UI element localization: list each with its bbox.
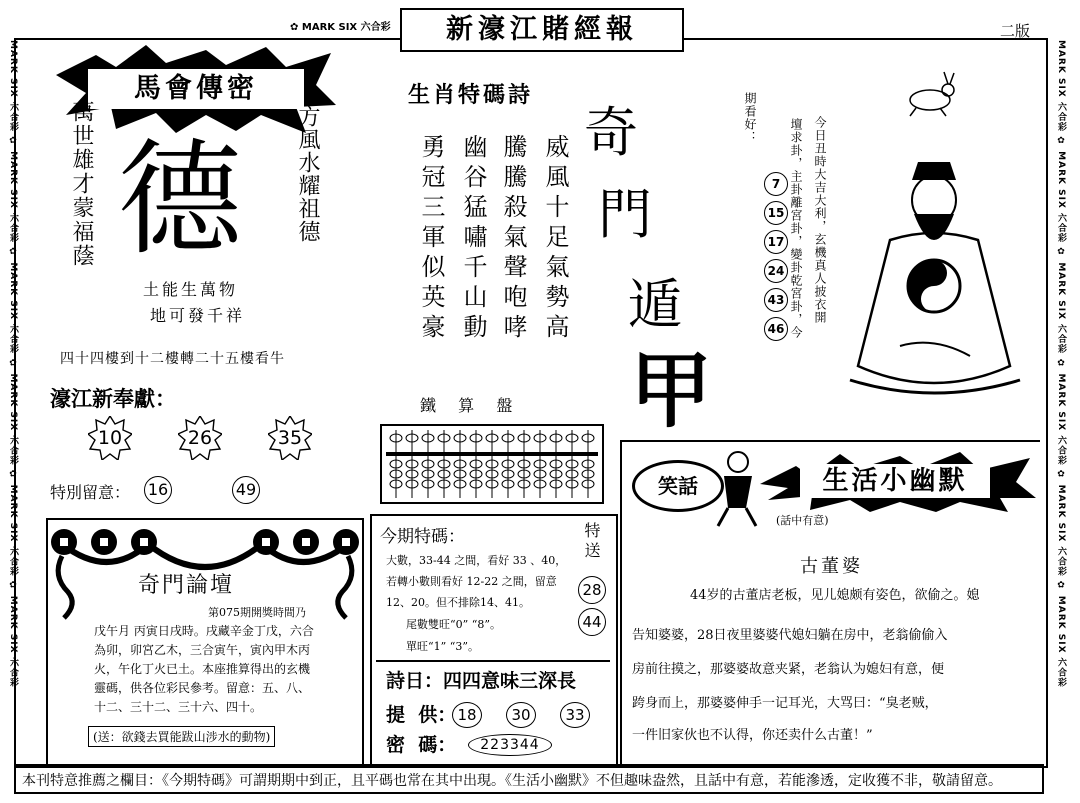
poem-line: 詩日：四四意味三深長: [386, 670, 577, 692]
joke-line: 房前往摸之，那婆婆故意夹紧，老翁认为媳妇有意，便: [632, 662, 945, 677]
left-side-strip: MARK SIX 六合彩 ✿ MARK SIX 六合彩 ✿ MARK SIX 六合彩 ✿ MARK SIX 六合彩 ✿ MARK SIX 六合彩 ✿ MARK SIX 六合彩: [8, 40, 18, 688]
joke-badge: 笑話: [632, 460, 724, 512]
forum-note: (送：欲錢去買能跋山涉水的動物): [88, 726, 275, 747]
provide-label: 提 供：: [386, 704, 457, 726]
special-code-heading: 今期特碼：: [380, 527, 465, 547]
special-code-box: [370, 514, 618, 766]
joke-line: 告知婆婆，28日夜里婆婆代媳妇躺在房中，老翁偷偷入: [632, 628, 948, 643]
special-number: 16: [144, 476, 172, 504]
code-label: 密 碼：: [386, 734, 457, 756]
rabbit-icon: [900, 70, 960, 122]
special-code-body: 大數，33-44 之間，看好 33 、40，若轉小數則看好 12-22 之間，留意12、20。但不排除14、41。: [386, 554, 567, 609]
send-label: 特送: [582, 522, 601, 562]
mahui-verse-1: 土能生萬物: [143, 280, 239, 299]
joke-title: 古董婆: [800, 556, 863, 577]
joke-subtitle: (話中有意): [776, 514, 829, 527]
divination-number: 15: [764, 201, 788, 225]
footer-text: 本刊特意推薦之欄目：《今期特碼》可謂期期中到正，且平碼也常在其中出現。《生活小幽默》不但趣味盎然，且話中有意，若能滲透，定收獲不非，敬請留意。: [22, 773, 1002, 789]
mahui-left-column: 萬世雄才蒙福蔭: [69, 100, 94, 268]
joke-banner-text: 生活小幽默: [800, 464, 990, 498]
abacus-label: 鐵 算 盤: [420, 396, 517, 415]
forum-box: [46, 518, 364, 768]
special-attention-label: 特別留意：: [50, 483, 131, 502]
edition-label: 二版: [1000, 22, 1031, 40]
send-number: 28: [578, 576, 606, 604]
joke-line: 跨身而上，那婆婆伸手一记耳光，大骂曰：“臭老贼，: [632, 696, 938, 711]
offer-number: 10: [88, 416, 132, 460]
send-number: 44: [578, 608, 606, 636]
poem-column: 威風十足氣勢高: [541, 134, 569, 344]
abacus-beads-icon: [382, 426, 602, 502]
divination-number: 17: [764, 230, 788, 254]
provide-number: 30: [506, 702, 536, 728]
macau-offer-heading: 濠江新奉獻：: [50, 387, 176, 411]
qimen-char: 奇: [584, 101, 638, 164]
special-code-tail-1: 尾數雙旺“0” “8”。: [406, 618, 501, 631]
qimen-char: 門: [598, 183, 652, 246]
top-strip: ✿ MARK SIX 六合彩: [290, 22, 391, 33]
code-value: 223344: [468, 734, 552, 756]
divider: [620, 440, 622, 764]
joke-line: 44岁的古董店老板，见儿媳颇有姿色，欲偷之。媳: [690, 588, 980, 603]
forum-body: 戊午月 丙寅日戌時。戌藏辛金丁戊，六合為卯，卯宮乙木，三合寅午，寅內甲木丙火，午化丁火已土。本座推算得出的玄機靈碼，供各位彩民參考。留意：五、八、十二、三十二、三十六、四十。: [94, 624, 314, 714]
provide-number: 33: [560, 702, 590, 728]
qimen-char: 甲: [630, 344, 713, 439]
divination-column: 壇求卦，主卦離宮卦，變卦乾宮卦，今: [789, 118, 803, 339]
footer-bar: [14, 764, 1044, 794]
divider: [620, 440, 1040, 442]
divination-column: 期看好：: [743, 92, 757, 144]
mahui-right-column: 方風水耀祖德: [295, 105, 320, 243]
sage-figure-icon: [830, 156, 1040, 424]
poem-heading: 生肖特碼詩: [408, 83, 534, 108]
poem-column: 勇冠三軍似英豪: [417, 134, 445, 344]
special-number: 49: [232, 476, 260, 504]
divination-number: 46: [764, 317, 788, 341]
masthead-title: 新濠江賭經報: [400, 8, 684, 52]
jester-icon: [706, 448, 766, 532]
offer-number: 35: [268, 416, 312, 460]
joke-line: 一件旧家伙也不认得，你还卖什么古董！”: [632, 728, 873, 743]
mahui-hint: 四十四樓到十二樓轉二十五樓看牛: [60, 351, 285, 367]
forum-period-line: 第075期開獎時間乃: [208, 606, 306, 619]
mahui-big-character: 德: [118, 128, 243, 272]
divination-number: 7: [764, 172, 788, 196]
divination-number: 24: [764, 259, 788, 283]
right-side-strip: MARK SIX 六合彩 ✿ MARK SIX 六合彩 ✿ MARK SIX 六合彩 ✿ MARK SIX 六合彩 ✿ MARK SIX 六合彩 ✿ MARK SIX 六合彩: [1056, 40, 1066, 688]
forum-title: 奇門論壇: [138, 573, 235, 598]
offer-number: 26: [178, 416, 222, 460]
mahui-banner-text: 馬會傳密: [88, 69, 304, 109]
abacus-icon: [380, 424, 604, 504]
poem-column: 騰騰殺氣聲咆哮: [499, 134, 527, 344]
special-code-tail-2: 單旺“1” “3”。: [406, 640, 479, 653]
mahui-verse-2: 地可發千祥: [150, 306, 246, 325]
qimen-char: 遁: [628, 273, 682, 336]
divination-column: 今日丑時大吉大利，玄機真人披衣開: [813, 116, 827, 324]
joke-banner: [760, 452, 1036, 512]
provide-number: 18: [452, 702, 482, 728]
divider: [376, 660, 610, 662]
divination-number: 43: [764, 288, 788, 312]
poem-column: 幽谷猛嘯千山動: [459, 134, 487, 344]
